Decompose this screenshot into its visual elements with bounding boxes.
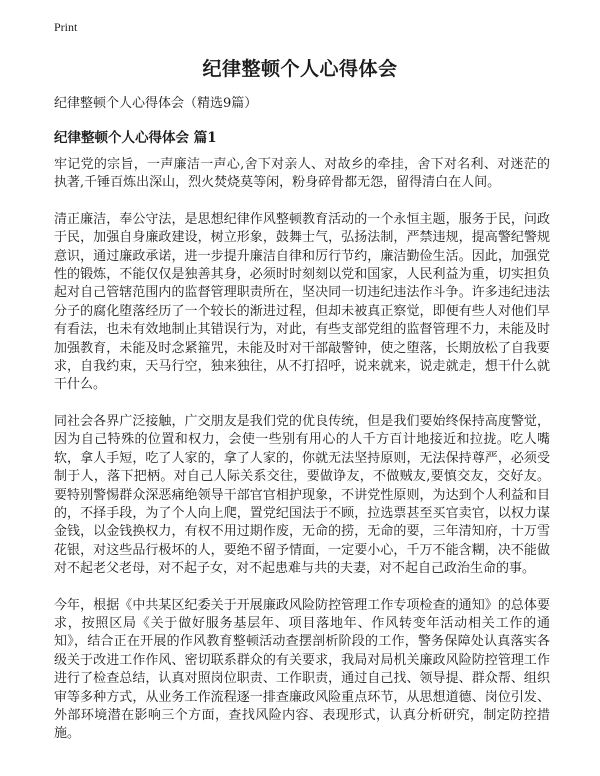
article-body [54,156,550,762]
paragraph: 清正廉洁，奉公守法，是思想纪律作风整顿教育活动的一个永恒主题，服务于民，问政于民，加强自身廉政建设，树立形象，鼓舞士气，弘扬法制，严禁违规，提高警纪警规意识，通过廉政承诺，进一步提升廉洁自律和厉行节约，廉洁勤俭生活。因此，加强党性的锻炼，不能仅仅是独善其身，必须时时刻刻以党和国家，人民利益为重，切实担负起对自己管辖范围内的监督管理职责所在，坚决同一切违纪违法作斗争。许多违纪违法分子的腐化堕落经历了一个较长的渐进过程，但却未被真正察觉，即便有些人对他们早有看法，也未有效地制止其错误行为，对此，有些支部党组的监督管理不力，未能及时加强教育，未能及时念紧箍咒，未能及时对干部敲警钟，使之堕落，长期放松了自我要求，自我约束，天马行空，独来独往，从不打招呼，说来就来，说走就走，想干什么就干什么。 [54,211,550,393]
document-subtitle: 纪律整顿个人心得体会（精选9篇） [54,96,258,111]
paragraph: 同社会各界广泛接触，广交朋友是我们党的优良传统，但是我们要始终保持高度警觉，因为自己特殊的位置和权力，会使一些别有用心的人千方百计地接近和拉拢。吃人嘴软，拿人手短，吃了人家的，拿了人家的，你就无法坚持原则，无法保持尊严，必须受制于人，落下把柄。对自己人际关系交往，要做诤友，不做贼友,要慎交友，交好友。要特别警惕群众深恶痛绝领导干部官官相护现象，不讲党性原则，为达到个人利益和目的，不择手段，为了个人向上爬，置党纪国法于不顾，拉选票甚至买官卖官，以权力谋金钱，以金钱换权力，有权不用过期作废，无命的捞，无命的要，三年清知府，十万雪花银，对这些品行极坏的人，要绝不留予情面，一定要小心，千万不能含糊，决不能做对不起老父老母，对不起子女，对不起患难与共的夫妻，对不起自己政治生命的事。 [54,413,550,577]
print-link[interactable]: Print [54,20,78,34]
section-heading: 纪律整顿个人心得体会 篇1 [54,130,217,146]
page-title: 纪律整顿个人心得体会 [202,58,398,80]
paragraph: 今年，根据《中共某区纪委关于开展廉政风险防控管理工作专项检查的通知》的总体要求，按照区局《关于做好服务基层年、项目落地年、作风转变年活动相关工作的通知》，结合正在开展的作风教育整顿活动查摆剖析阶段的工作，警务保障处认真落实各级关于改进工作作风、密切联系群众的有关要求，我局对局机关廉政风险防控管理工作进行了检查总结，认真对照岗位职责、工作职责，通过自己找、领导提、群众帮、组织审等多种方式，从业务工作流程逐一排查廉政风险重点环节，从思想道德、岗位引发、外部环境潜在影响三个方面，查找风险内容、表现形式，认真分析研究，制定防控措施。 [54,597,550,742]
paragraph: 牢记党的宗旨，一声廉洁一声心,舍下对亲人、对故乡的牵挂，舍下对名利、对迷茫的执著,千锤百炼出深山，烈火焚烧莫等闲，粉身碎骨都无怨，留得清白在人间。 [54,157,550,191]
